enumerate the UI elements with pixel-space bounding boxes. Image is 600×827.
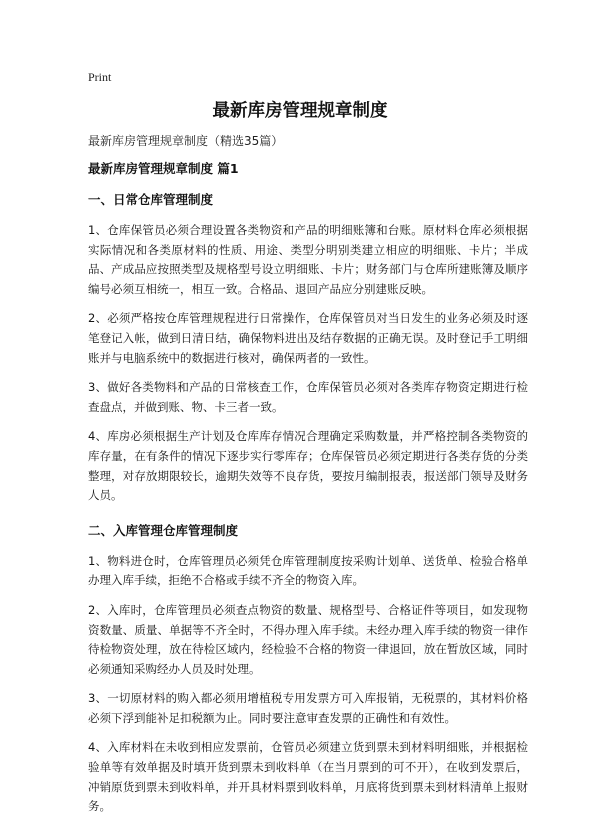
paragraph: 3、做好各类物料和产品的日常核查工作，仓库保管员必须对各类库存物资定期进行检查盘点，并做到账、物、卡三者一致。 — [88, 380, 528, 414]
paragraph: 1、仓库保管员必须合理设置各类物资和产品的明细账簿和台账。原材料仓库必须根据实际情况和各类原材料的性质、用途、类型分明别类建立相应的明细账、卡片；半成品、产成品应按照类型及规格型号设立明细账、卡片；财务部门与仓库所建账簿及顺序编号必须互相统一，相互一致。合格品、退回产品应分别建账反映。 — [88, 223, 528, 296]
paragraph: 4、库房必须根据生产计划及仓库库存情况合理确定采购数量，并严格控制各类物资的库存量，在有条件的情况下逐步实行零库存；仓库保管员必须定期进行各类存货的分类整理，对存放期限较长，逾期失效等不良存货，要按月编制报表，报送部门领导及财务人员。 — [88, 429, 528, 503]
document-body — [88, 160, 528, 827]
article-heading: 最新库房管理规章制度 篇1 — [88, 161, 239, 176]
paragraph: 2、入库时，仓库管理员必须查点物资的数量、规格型号、合格证件等项目，如发现物资数量、质量、单据等不齐全时，不得办理入库手续。未经办理入库手续的物资一律作待检物资处理，放在待检区域内，经检验不合格的物资一律退回，放在暂放区域，同时必须通知采购经办人员及时处理。 — [88, 602, 528, 676]
paragraph: 1、物料进仓时，仓库管理员必须凭仓库管理制度按采购计划单、送货单、检验合格单办理入库手续，拒绝不合格或手续不齐全的物资入库。 — [88, 553, 528, 588]
print-label[interactable]: Print — [88, 70, 112, 84]
section-heading: 二、入库管理仓库管理制度 — [88, 522, 239, 538]
section-heading: 一、日常仓库管理制度 — [88, 192, 214, 207]
document-title: 最新库房管理规章制度 — [212, 101, 388, 121]
paragraph: 2、必须严格按仓库管理规程进行日常操作，仓库保管员对当日发生的业务必须及时逐笔登记入帐，做到日清日结，确保物料进出及结存数据的正确无误。及时登记手工明细账并与电脑系统中的数据进行核对，确保两者的一致性。 — [88, 311, 528, 365]
paragraph: 4、入库材料在未收到相应发票前，仓管员必须建立货到票未到材料明细账，并根据检验单等有效单据及时填开货到票未到收料单（在当月票到的可不开），在收到发票后，冲销原货到票未到收料单，并开具材料票到收料单，月底将货到票未到材料清单上报财务。 — [88, 740, 528, 814]
paragraph: 3、一切原材料的购入都必须用增植税专用发票方可入库报销，无税票的，其材料价格必须下浮到能补足扣税额为止。同时要注意审查发票的正确性和有效性。 — [88, 691, 528, 725]
document-subtitle: 最新库房管理规章制度（精选35篇） — [88, 134, 284, 148]
